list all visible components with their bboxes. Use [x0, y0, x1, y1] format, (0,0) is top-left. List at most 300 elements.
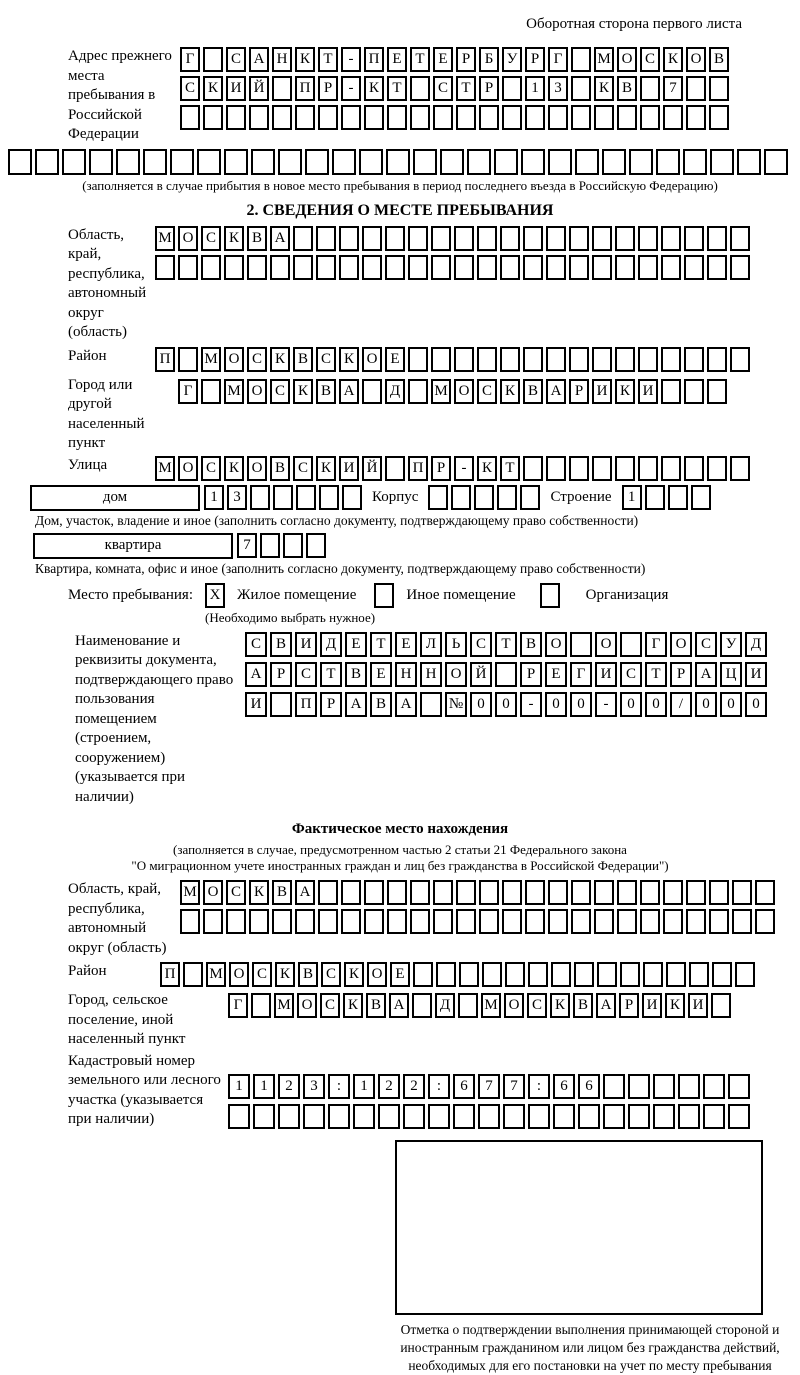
char-cell: [495, 662, 517, 687]
char-cell: Н: [272, 47, 292, 72]
char-cell: О: [362, 347, 382, 372]
char-cell: С: [477, 379, 497, 404]
char-cell: [143, 149, 167, 175]
char-cell: П: [155, 347, 175, 372]
char-cell: Д: [385, 379, 405, 404]
char-cell: [615, 226, 635, 251]
char-cell: [684, 226, 704, 251]
char-cell: [597, 962, 617, 987]
char-cell: [546, 456, 566, 481]
char-cell: А: [245, 662, 267, 687]
apartment-caption: Квартира, комната, офис и иное (заполнить согласно документу, подтверждающему право собственности): [35, 561, 800, 577]
char-cell: /: [670, 692, 692, 717]
actual-city-row: [228, 993, 731, 1018]
char-cell: В: [293, 347, 313, 372]
char-cell: [440, 149, 464, 175]
char-cell: [737, 149, 761, 175]
char-cell: [730, 255, 750, 280]
section2-title: 2. СВЕДЕНИЯ О МЕСТЕ ПРЕБЫВАНИЯ: [0, 202, 800, 220]
char-cell: И: [339, 456, 359, 481]
char-cell: О: [670, 632, 692, 657]
char-cell: Т: [500, 456, 520, 481]
char-cell: [709, 909, 729, 934]
char-cell: [433, 880, 453, 905]
char-cell: [458, 993, 478, 1018]
char-cell: [707, 456, 727, 481]
cadastral-block: [0, 1052, 800, 1130]
char-cell: [653, 1104, 675, 1129]
char-cell: [249, 909, 269, 934]
char-cell: -: [341, 47, 361, 72]
char-cell: И: [688, 993, 708, 1018]
char-cell: [615, 456, 635, 481]
char-cell: 0: [695, 692, 717, 717]
char-cell: В: [272, 880, 292, 905]
char-cell: [316, 226, 336, 251]
char-cell: [571, 76, 591, 101]
char-cell: [730, 347, 750, 372]
char-cell: С: [620, 662, 642, 687]
city-row: [178, 379, 727, 404]
actual-city-block: [0, 991, 800, 1050]
char-cell: [638, 226, 658, 251]
char-cell: [689, 962, 709, 987]
char-cell: Д: [320, 632, 342, 657]
char-cell: [628, 1074, 650, 1099]
char-cell: 1: [228, 1074, 250, 1099]
place-type-note: (Необходимо выбрать нужное): [205, 610, 800, 626]
char-cell: [615, 255, 635, 280]
char-cell: [431, 347, 451, 372]
other-premises-label: Иное помещение: [406, 587, 515, 604]
char-cell: С: [321, 962, 341, 987]
char-cell: О: [445, 662, 467, 687]
char-cell: :: [528, 1074, 550, 1099]
char-cell: Е: [345, 632, 367, 657]
confirmation-note: Отметка о подтверждении выполнения принимающей стороной и иностранным гражданином или лицом без гражданства действий, необходимых для его постановки на учет по месту пребывания: [386, 1321, 794, 1375]
char-cell: И: [745, 662, 767, 687]
char-cell: К: [364, 76, 384, 101]
char-cell: С: [180, 76, 200, 101]
char-cell: [661, 226, 681, 251]
char-cell: К: [477, 456, 497, 481]
char-cell: [640, 76, 660, 101]
char-cell: [270, 255, 290, 280]
char-cell: 2: [403, 1074, 425, 1099]
char-cell: [548, 149, 572, 175]
char-cell: И: [595, 662, 617, 687]
char-cell: [224, 255, 244, 280]
char-cell: В: [366, 993, 386, 1018]
char-cell: В: [523, 379, 543, 404]
char-cell: [318, 880, 338, 905]
apartment-cells: [237, 533, 326, 558]
char-cell: П: [295, 692, 317, 717]
char-cell: 1: [204, 485, 224, 510]
previous-address-row-1: [180, 47, 729, 72]
char-cell: Е: [545, 662, 567, 687]
char-cell: 1: [525, 76, 545, 101]
char-cell: М: [155, 226, 175, 251]
actual-location-title: Фактическое место нахождения: [0, 821, 800, 838]
char-cell: С: [245, 632, 267, 657]
char-cell: [732, 909, 752, 934]
char-cell: К: [224, 456, 244, 481]
char-cell: [678, 1074, 700, 1099]
actual-city-label: Город, сельское поселение, иной населенный пункт: [0, 991, 228, 1050]
char-cell: [249, 105, 269, 130]
char-cell: [316, 255, 336, 280]
char-cell: 6: [453, 1074, 475, 1099]
char-cell: [478, 1104, 500, 1129]
char-cell: [364, 880, 384, 905]
char-cell: [525, 909, 545, 934]
char-cell: [408, 347, 428, 372]
char-cell: [661, 456, 681, 481]
char-cell: №: [445, 692, 467, 717]
char-cell: Л: [420, 632, 442, 657]
char-cell: И: [642, 993, 662, 1018]
house-caption: Дом, участок, владение и иное (заполнить согласно документу, подтверждающему право собственности): [35, 513, 800, 529]
char-cell: [420, 692, 442, 717]
char-cell: [592, 255, 612, 280]
char-cell: [594, 909, 614, 934]
previous-address-row-2: [180, 76, 729, 101]
char-cell: [546, 255, 566, 280]
char-cell: [272, 76, 292, 101]
char-cell: [548, 105, 568, 130]
char-cell: [571, 909, 591, 934]
char-cell: О: [203, 880, 223, 905]
char-cell: :: [328, 1074, 350, 1099]
char-cell: [364, 105, 384, 130]
char-cell: [283, 533, 303, 558]
char-cell: К: [344, 962, 364, 987]
char-cell: [436, 962, 456, 987]
char-cell: [272, 105, 292, 130]
char-cell: [640, 880, 660, 905]
char-cell: [571, 880, 591, 905]
char-cell: [603, 1074, 625, 1099]
char-cell: [477, 226, 497, 251]
char-cell: [640, 105, 660, 130]
char-cell: [454, 226, 474, 251]
char-cell: [638, 347, 658, 372]
char-cell: В: [247, 226, 267, 251]
document-label: Наименование и реквизиты документа, подтверждающего право пользования помещением (строением, сооружением) (указывается при наличии): [0, 632, 245, 808]
char-cell: [413, 149, 437, 175]
char-cell: [709, 880, 729, 905]
char-cell: О: [504, 993, 524, 1018]
char-cell: [663, 909, 683, 934]
char-cell: [116, 149, 140, 175]
char-cell: О: [178, 456, 198, 481]
char-cell: 2: [278, 1074, 300, 1099]
char-cell: [691, 485, 711, 510]
char-cell: [546, 226, 566, 251]
char-cell: К: [550, 993, 570, 1018]
char-cell: [408, 226, 428, 251]
char-cell: [656, 149, 680, 175]
char-cell: [494, 149, 518, 175]
char-cell: 3: [548, 76, 568, 101]
char-cell: [328, 1104, 350, 1129]
char-cell: О: [686, 47, 706, 72]
char-cell: [456, 880, 476, 905]
char-cell: [620, 632, 642, 657]
char-cell: С: [470, 632, 492, 657]
char-cell: [359, 149, 383, 175]
char-cell: [707, 379, 727, 404]
char-cell: [502, 105, 522, 130]
char-cell: Е: [390, 962, 410, 987]
korpus-cells: [428, 485, 540, 510]
char-cell: [251, 149, 275, 175]
char-cell: [203, 105, 223, 130]
apartment-block: [33, 533, 800, 559]
char-cell: О: [545, 632, 567, 657]
char-cell: Р: [456, 47, 476, 72]
street-block: [0, 456, 800, 481]
char-cell: Р: [670, 662, 692, 687]
char-cell: Б: [479, 47, 499, 72]
char-cell: [707, 226, 727, 251]
char-cell: А: [546, 379, 566, 404]
char-cell: Г: [178, 379, 198, 404]
char-cell: [412, 993, 432, 1018]
char-cell: [686, 909, 706, 934]
char-cell: 2: [378, 1074, 400, 1099]
char-cell: А: [339, 379, 359, 404]
char-cell: [712, 962, 732, 987]
char-cell: П: [160, 962, 180, 987]
place-type-row: [0, 583, 800, 608]
char-cell: [342, 485, 362, 510]
char-cell: [385, 255, 405, 280]
char-cell: [617, 880, 637, 905]
char-cell: [318, 105, 338, 130]
char-cell: [620, 962, 640, 987]
char-cell: 0: [720, 692, 742, 717]
char-cell: С: [433, 76, 453, 101]
char-cell: [341, 880, 361, 905]
char-cell: [645, 485, 665, 510]
char-cell: 0: [570, 692, 592, 717]
char-cell: С: [226, 880, 246, 905]
char-cell: У: [502, 47, 522, 72]
char-cell: [661, 255, 681, 280]
char-cell: [574, 962, 594, 987]
char-cell: К: [203, 76, 223, 101]
char-cell: [477, 255, 497, 280]
char-cell: [684, 347, 704, 372]
char-cell: В: [573, 993, 593, 1018]
char-cell: [35, 149, 59, 175]
char-cell: Й: [470, 662, 492, 687]
char-cell: М: [224, 379, 244, 404]
char-cell: [403, 1104, 425, 1129]
char-cell: А: [295, 880, 315, 905]
char-cell: [250, 485, 270, 510]
char-cell: [728, 1104, 750, 1129]
char-cell: [684, 255, 704, 280]
char-cell: 7: [663, 76, 683, 101]
char-cell: Т: [495, 632, 517, 657]
char-cell: [548, 880, 568, 905]
char-cell: [459, 962, 479, 987]
char-cell: В: [520, 632, 542, 657]
char-cell: Е: [433, 47, 453, 72]
confirmation-stamp-box: [395, 1140, 763, 1315]
char-cell: Т: [456, 76, 476, 101]
char-cell: [602, 149, 626, 175]
char-cell: [8, 149, 32, 175]
region-row-2: [155, 255, 750, 280]
char-cell: [339, 255, 359, 280]
organization-label: Организация: [586, 587, 669, 604]
char-cell: -: [595, 692, 617, 717]
char-cell: Н: [395, 662, 417, 687]
char-cell: [710, 149, 734, 175]
char-cell: С: [293, 456, 313, 481]
char-cell: [571, 47, 591, 72]
char-cell: 0: [545, 692, 567, 717]
char-cell: [594, 880, 614, 905]
char-cell: [732, 880, 752, 905]
char-cell: [433, 909, 453, 934]
char-cell: [638, 456, 658, 481]
char-cell: [306, 533, 326, 558]
char-cell: [594, 105, 614, 130]
char-cell: Ц: [720, 662, 742, 687]
char-cell: [629, 149, 653, 175]
char-cell: С: [295, 662, 317, 687]
char-cell: [523, 347, 543, 372]
char-cell: К: [665, 993, 685, 1018]
char-cell: Г: [180, 47, 200, 72]
char-cell: [477, 347, 497, 372]
actual-district-label: Район: [0, 962, 160, 982]
char-cell: Р: [270, 662, 292, 687]
char-cell: Т: [370, 632, 392, 657]
char-cell: [295, 909, 315, 934]
char-cell: [387, 909, 407, 934]
char-cell: С: [226, 47, 246, 72]
char-cell: С: [695, 632, 717, 657]
previous-address-block: [0, 47, 800, 145]
document-row-1: [245, 632, 767, 657]
char-cell: [730, 456, 750, 481]
char-cell: -: [520, 692, 542, 717]
char-cell: О: [595, 632, 617, 657]
char-cell: Р: [619, 993, 639, 1018]
district-row: [155, 347, 750, 372]
actual-region-label: Область, край, республика, автономный округ (область): [0, 880, 180, 958]
char-cell: [155, 255, 175, 280]
residential-checkbox: X: [205, 583, 225, 608]
char-cell: [603, 1104, 625, 1129]
char-cell: М: [274, 993, 294, 1018]
char-cell: [332, 149, 356, 175]
char-cell: [497, 485, 517, 510]
char-cell: [387, 880, 407, 905]
house-block: [30, 485, 800, 511]
char-cell: [431, 226, 451, 251]
char-cell: [319, 485, 339, 510]
char-cell: Й: [249, 76, 269, 101]
char-cell: [387, 105, 407, 130]
char-cell: Т: [645, 662, 667, 687]
actual-region-row-1: [180, 880, 775, 905]
char-cell: [226, 105, 246, 130]
actual-district-block: [0, 962, 800, 987]
char-cell: Г: [645, 632, 667, 657]
char-cell: С: [270, 379, 290, 404]
char-cell: [410, 105, 430, 130]
char-cell: [178, 347, 198, 372]
char-cell: О: [229, 962, 249, 987]
char-cell: А: [395, 692, 417, 717]
char-cell: [578, 1104, 600, 1129]
char-cell: Е: [387, 47, 407, 72]
char-cell: 7: [503, 1074, 525, 1099]
char-cell: [709, 76, 729, 101]
char-cell: [684, 456, 704, 481]
char-cell: [293, 226, 313, 251]
char-cell: [505, 962, 525, 987]
char-cell: [456, 105, 476, 130]
char-cell: О: [617, 47, 637, 72]
char-cell: К: [275, 962, 295, 987]
char-cell: [569, 255, 589, 280]
char-cell: 1: [622, 485, 642, 510]
char-cell: [228, 1104, 250, 1129]
char-cell: :: [428, 1074, 450, 1099]
char-cell: [686, 105, 706, 130]
char-cell: [180, 105, 200, 130]
char-cell: [170, 149, 194, 175]
char-cell: 0: [470, 692, 492, 717]
char-cell: [410, 76, 430, 101]
char-cell: О: [454, 379, 474, 404]
char-cell: [431, 255, 451, 280]
char-cell: [661, 347, 681, 372]
char-cell: [617, 105, 637, 130]
char-cell: Р: [569, 379, 589, 404]
char-cell: О: [297, 993, 317, 1018]
char-cell: 3: [303, 1074, 325, 1099]
char-cell: 7: [478, 1074, 500, 1099]
char-cell: А: [695, 662, 717, 687]
char-cell: [479, 105, 499, 130]
region-block: [0, 226, 800, 343]
char-cell: [260, 533, 280, 558]
char-cell: [224, 149, 248, 175]
char-cell: [755, 909, 775, 934]
char-cell: [525, 105, 545, 130]
char-cell: Р: [431, 456, 451, 481]
char-cell: [408, 379, 428, 404]
char-cell: [413, 962, 433, 987]
char-cell: Г: [570, 662, 592, 687]
char-cell: [454, 255, 474, 280]
char-cell: [684, 379, 704, 404]
char-cell: К: [295, 47, 315, 72]
char-cell: [520, 485, 540, 510]
char-cell: К: [293, 379, 313, 404]
stroenie-cells: [622, 485, 711, 510]
char-cell: [668, 485, 688, 510]
